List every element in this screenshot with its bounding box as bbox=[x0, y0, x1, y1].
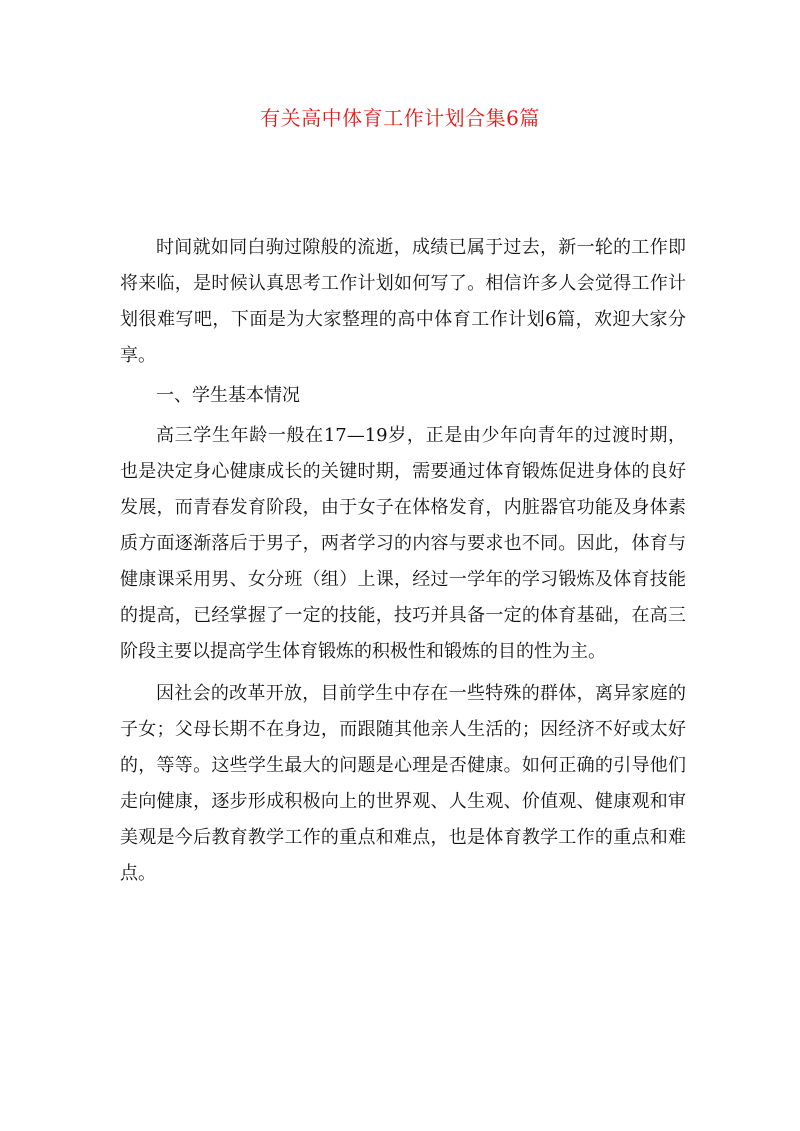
document-body bbox=[120, 230, 686, 892]
intro-paragraph: 时间就如同白驹过隙般的流逝，成绩已属于过去，新一轮的工作即将来临，是时候认真思考工作计划如何写了。相信许多人会觉得工作计划很难写吧，下面是为大家整理的高中体育工作计划6篇，欢迎大家分享。 bbox=[120, 237, 686, 366]
section-heading: 一、学生基本情况 bbox=[156, 385, 300, 406]
body-paragraph-2: 因社会的改革开放，目前学生中存在一些特殊的群体，离异家庭的子女；父母长期不在身边，而跟随其他亲人生活的；因经济不好或太好的，等等。这些学生最大的问题是心理是否健康。如何正确的引导他们走向健康，逐步形成积极向上的世界观、人生观、价值观、健康观和审美观是今后教育教学工作的重点和难点，也是体育教学工作的重点和难点。 bbox=[120, 683, 686, 884]
document-title: 有关高中体育工作计划合集6篇 bbox=[260, 106, 540, 130]
body-paragraph-1: 高三学生年龄一般在17—19岁，正是由少年向青年的过渡时期，也是决定身心健康成长的关键时期，需要通过体育锻炼促进身体的良好发展，而青春发育阶段，由于女子在体格发育，内脏器官功能及身体素质方面逐渐落后于男子，两者学习的内容与要求也不同。因此，体育与健康课采用男、女分班（组）上课，经过一学年的学习锻炼及体育技能的提高，已经掌握了一定的技能，技巧并具备一定的体育基础，在高三阶段主要以提高学生体育锻炼的积极性和锻炼的目的性为主。 bbox=[120, 425, 686, 662]
